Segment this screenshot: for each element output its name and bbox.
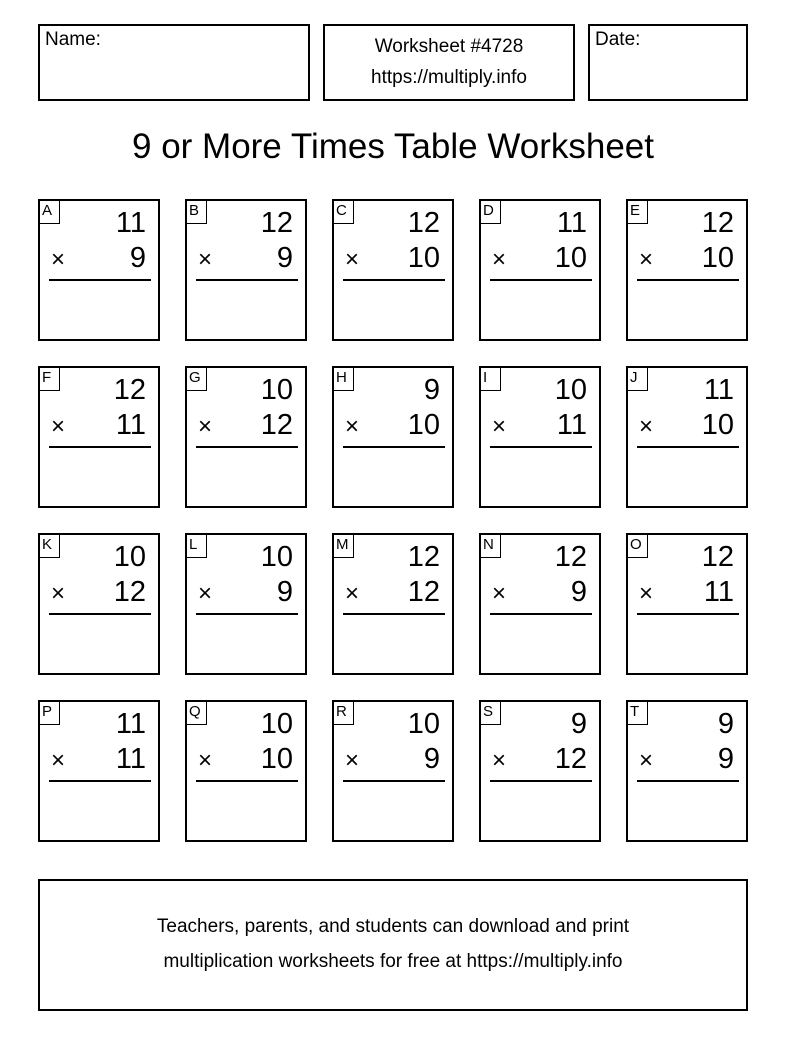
times-icon: × [639, 580, 654, 607]
multiplicand: 12 [407, 541, 440, 573]
times-icon: × [51, 580, 66, 607]
multiplier: 10 [260, 743, 293, 775]
problem-card [332, 199, 454, 341]
answer-line [196, 780, 298, 782]
multiplier: 9 [129, 242, 146, 274]
multiplier: 11 [115, 409, 146, 441]
times-icon: × [639, 413, 654, 440]
answer-line [49, 446, 151, 448]
problem-card [185, 366, 307, 508]
worksheet-info-box [323, 24, 575, 101]
multiplicand: 10 [260, 708, 293, 740]
problem-letter: N [481, 535, 501, 558]
times-icon: × [345, 246, 360, 273]
problem-letter: P [40, 702, 60, 725]
multiplicand: 12 [701, 207, 734, 239]
multiplier: 9 [276, 242, 293, 274]
problem-letter: K [40, 535, 60, 558]
problem-letter: B [187, 201, 207, 224]
times-icon: × [51, 747, 66, 774]
multiplicand: 10 [407, 708, 440, 740]
problem-letter: J [628, 368, 648, 391]
problem-card [332, 533, 454, 675]
answer-line [637, 279, 739, 281]
multiplier: 12 [260, 409, 293, 441]
multiplier: 11 [115, 743, 146, 775]
times-icon: × [198, 580, 213, 607]
answer-line [49, 279, 151, 281]
multiplier: 10 [554, 242, 587, 274]
worksheet-url: https://multiply.info [371, 67, 527, 88]
problem-letter: H [334, 368, 354, 391]
problem-card [479, 700, 601, 842]
answer-line [343, 613, 445, 615]
multiplicand: 10 [260, 374, 293, 406]
multiplier: 10 [701, 242, 734, 274]
name-label: Name: [45, 29, 101, 50]
answer-line [343, 279, 445, 281]
multiplicand: 11 [115, 207, 146, 239]
multiplier: 12 [554, 743, 587, 775]
times-icon: × [51, 246, 66, 273]
problem-letter: L [187, 535, 207, 558]
times-icon: × [345, 580, 360, 607]
problem-letter: G [187, 368, 207, 391]
multiplier: 9 [276, 576, 293, 608]
footer-text-line-2: multiplication worksheets for free at https://multiply.info [163, 951, 623, 972]
multiplier: 10 [407, 242, 440, 274]
answer-line [490, 613, 592, 615]
answer-line [637, 613, 739, 615]
problem-letter: E [628, 201, 648, 224]
problem-letter: T [628, 702, 648, 725]
problem-card [185, 199, 307, 341]
multiplier: 9 [570, 576, 587, 608]
problem-card [38, 700, 160, 842]
name-field-box[interactable] [38, 24, 310, 101]
answer-line [49, 613, 151, 615]
times-icon: × [639, 747, 654, 774]
answer-line [490, 780, 592, 782]
multiplicand: 9 [570, 708, 587, 740]
date-label: Date: [595, 29, 641, 50]
problem-card [38, 366, 160, 508]
times-icon: × [345, 747, 360, 774]
times-icon: × [198, 413, 213, 440]
answer-line [490, 446, 592, 448]
times-icon: × [492, 246, 507, 273]
answer-line [490, 279, 592, 281]
problem-letter: Q [187, 702, 207, 725]
answer-line [196, 279, 298, 281]
times-icon: × [51, 413, 66, 440]
problem-letter: C [334, 201, 354, 224]
date-field-box[interactable] [588, 24, 748, 101]
multiplicand: 12 [260, 207, 293, 239]
problem-card [332, 700, 454, 842]
multiplicand: 12 [113, 374, 146, 406]
problem-card [332, 366, 454, 508]
multiplier: 12 [113, 576, 146, 608]
problem-card [626, 366, 748, 508]
problem-letter: S [481, 702, 501, 725]
page-title: 9 or More Times Table Worksheet [132, 127, 654, 166]
problem-card [185, 533, 307, 675]
answer-line [637, 780, 739, 782]
problem-card [479, 533, 601, 675]
multiplicand: 9 [423, 374, 440, 406]
multiplicand: 12 [554, 541, 587, 573]
answer-line [196, 613, 298, 615]
problem-letter: O [628, 535, 648, 558]
times-icon: × [492, 580, 507, 607]
times-icon: × [492, 747, 507, 774]
times-icon: × [198, 747, 213, 774]
answer-line [637, 446, 739, 448]
problem-letter: I [481, 368, 501, 391]
multiplier: 9 [423, 743, 440, 775]
problem-card [626, 700, 748, 842]
problem-letter: M [334, 535, 354, 558]
multiplier: 11 [556, 409, 587, 441]
multiplicand: 11 [115, 708, 146, 740]
problem-card [185, 700, 307, 842]
problem-letter: D [481, 201, 501, 224]
problem-letter: F [40, 368, 60, 391]
problem-letter: R [334, 702, 354, 725]
multiplicand: 10 [554, 374, 587, 406]
times-icon: × [639, 246, 654, 273]
times-icon: × [345, 413, 360, 440]
problem-card [626, 533, 748, 675]
answer-line [343, 446, 445, 448]
multiplicand: 9 [717, 708, 734, 740]
multiplier: 10 [407, 409, 440, 441]
problem-letter: A [40, 201, 60, 224]
times-icon: × [198, 246, 213, 273]
problem-card [479, 199, 601, 341]
multiplier: 10 [701, 409, 734, 441]
multiplicand: 11 [703, 374, 734, 406]
multiplier: 9 [717, 743, 734, 775]
multiplicand: 11 [556, 207, 587, 239]
footer-box [38, 879, 748, 1011]
multiplicand: 12 [407, 207, 440, 239]
answer-line [49, 780, 151, 782]
problem-card [38, 199, 160, 341]
multiplier: 12 [407, 576, 440, 608]
problem-card [479, 366, 601, 508]
footer-text-line-1: Teachers, parents, and students can download and print [156, 916, 630, 937]
times-icon: × [492, 413, 507, 440]
multiplicand: 10 [260, 541, 293, 573]
problem-card [626, 199, 748, 341]
worksheet-number: Worksheet #4728 [374, 36, 524, 57]
multiplier: 11 [703, 576, 734, 608]
answer-line [196, 446, 298, 448]
multiplicand: 10 [113, 541, 146, 573]
multiplicand: 12 [701, 541, 734, 573]
answer-line [343, 780, 445, 782]
problem-card [38, 533, 160, 675]
